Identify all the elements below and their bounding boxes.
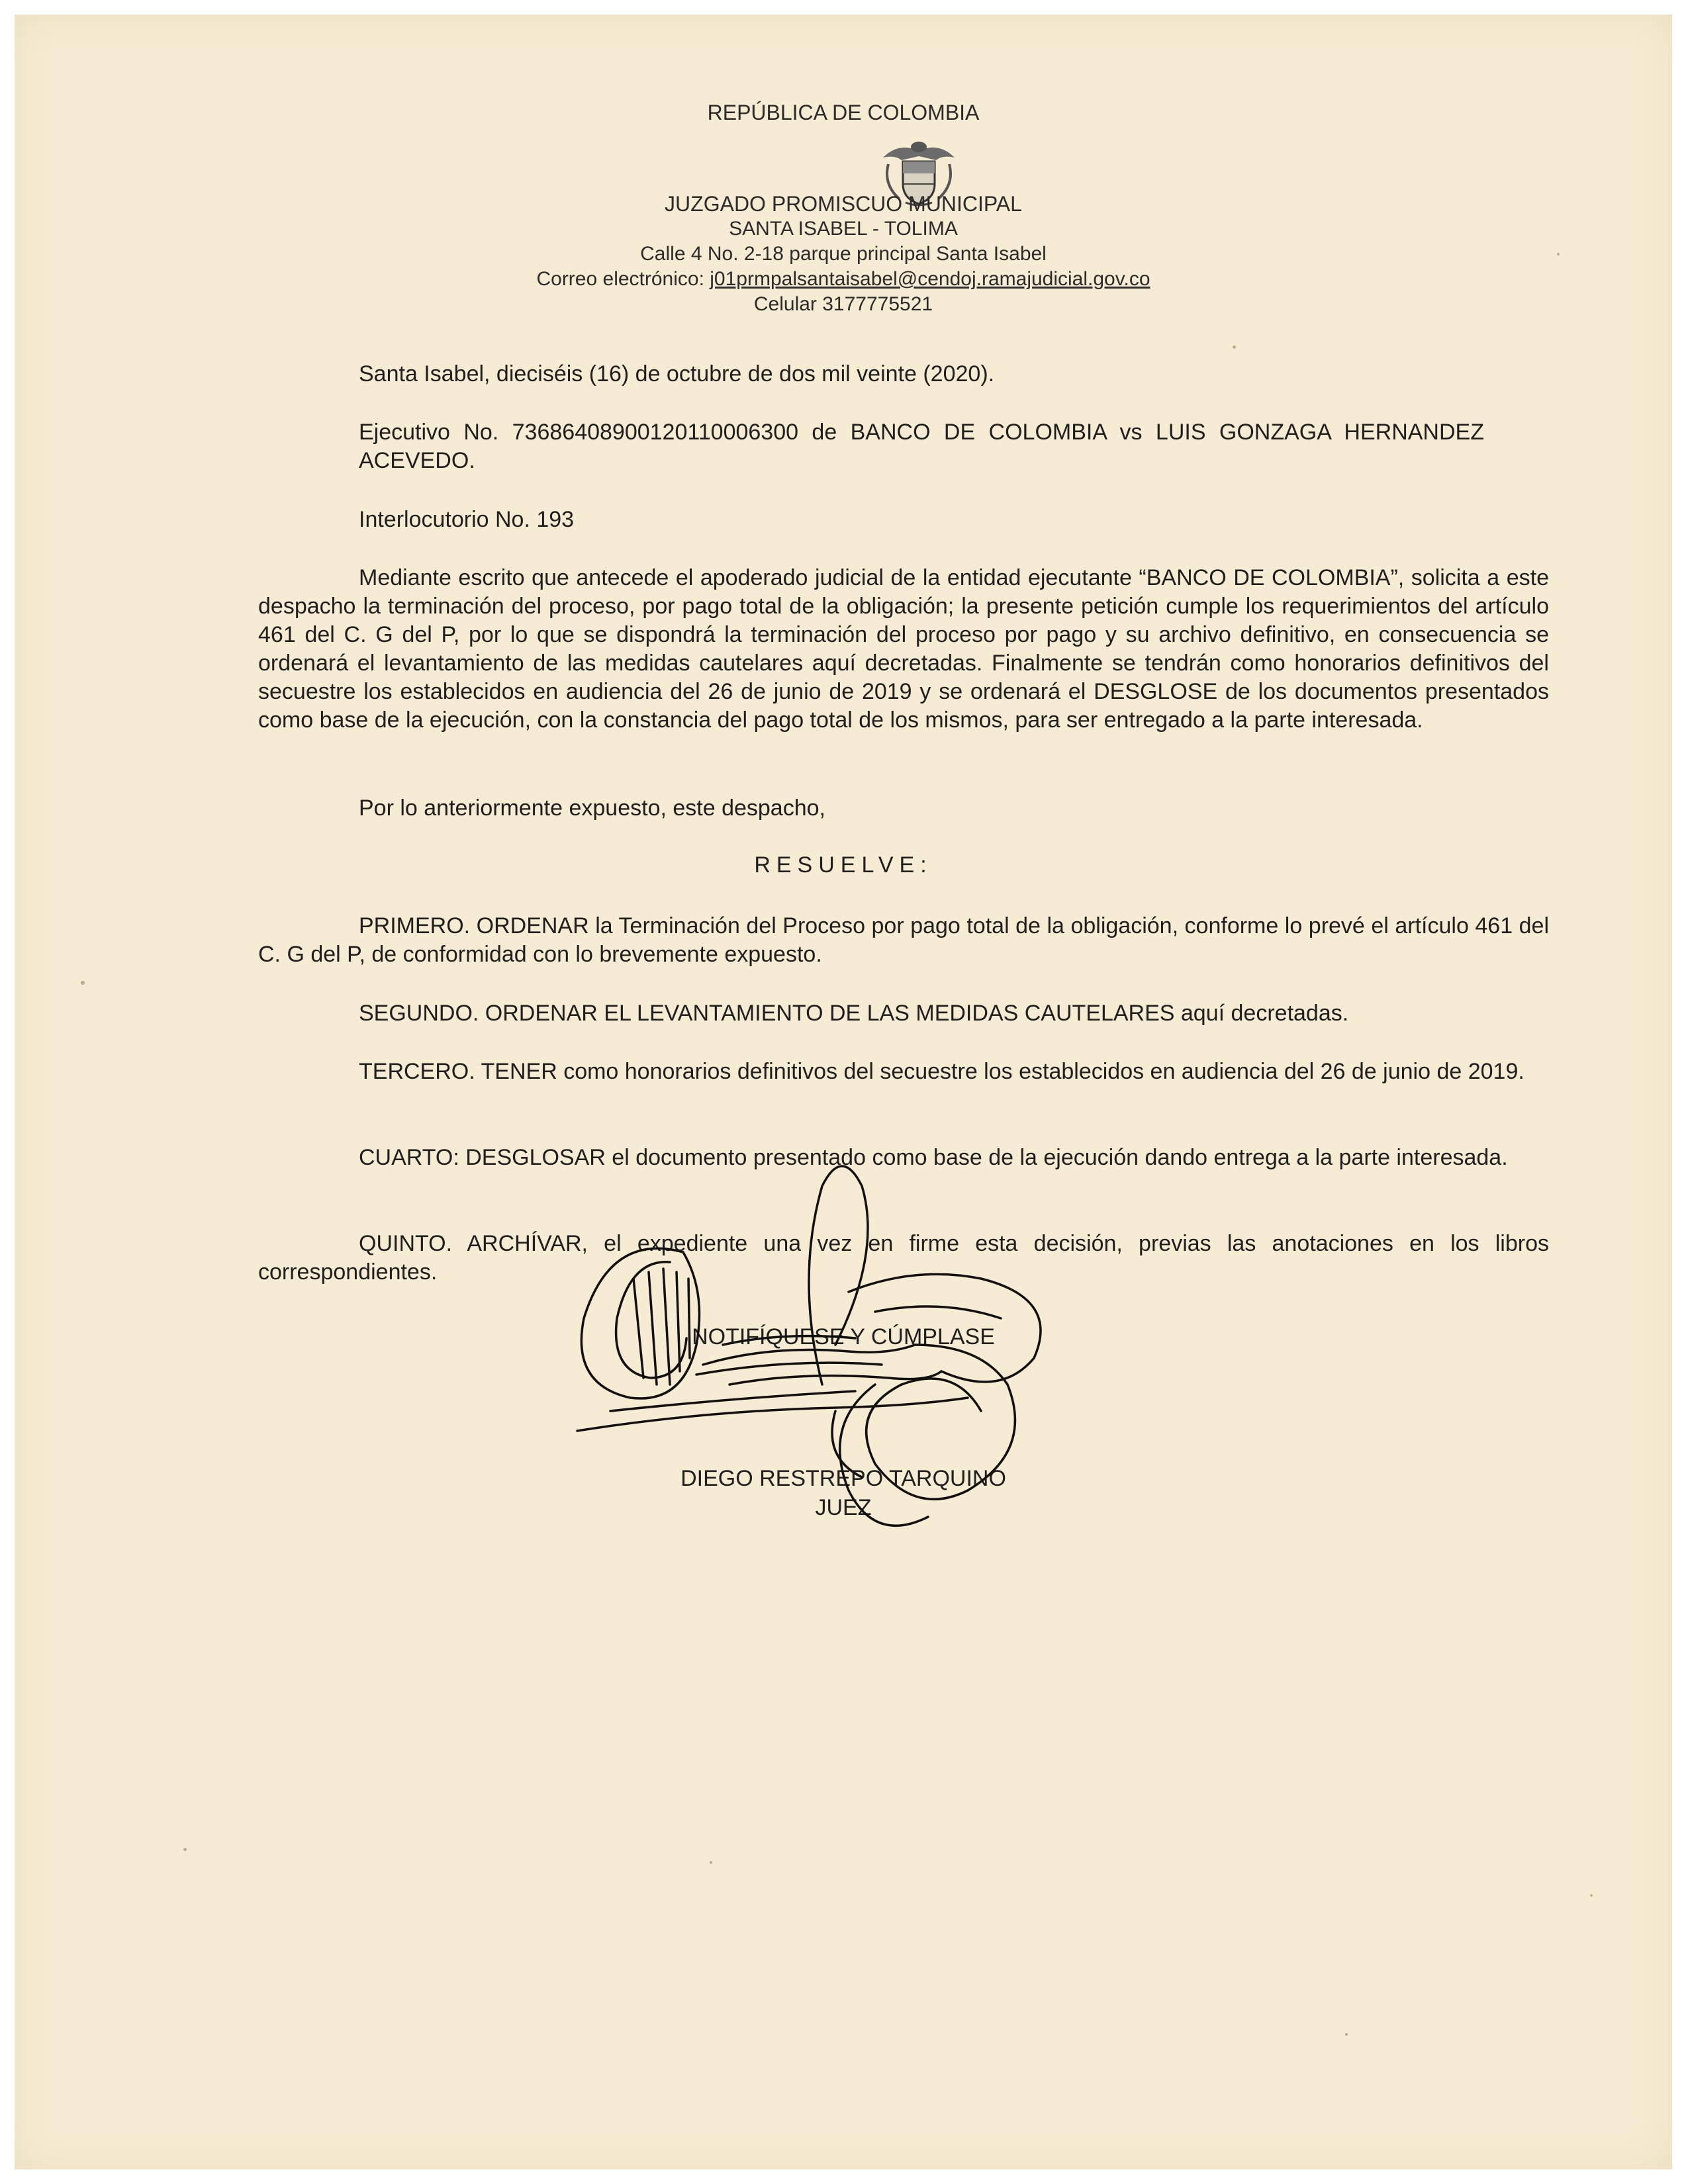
court-email-line [15,267,1672,291]
paper-speck [183,1848,187,1851]
judge-name: DIEGO RESTREPO TARQUINO [680,1466,1006,1491]
paper-speck [710,1861,712,1864]
court-phone: Celular 3177775521 [753,293,933,315]
paper-speck [1345,2033,1348,2036]
paper-speck [1590,1894,1593,1897]
paper-speck [1233,345,1236,349]
email-link[interactable]: j01prmpalsantaisabel@cendoj.ramajudicial.gov.co [710,268,1150,290]
document-page [15,15,1672,2169]
date-line: Santa Isabel, dieciséis (16) de octubre de dos mil veinte (2020). [359,361,995,387]
email-label: Correo electrónico: [536,268,710,290]
court-name: JUZGADO PROMISCUO MUNICIPAL [665,192,1022,216]
interlocutory-number: Interlocutorio No. 193 [359,507,575,532]
main-paragraph: Mediante escrito que antecede el apoderado judicial de la entidad ejecutante “BANCO DE COLOMBIA”, solicita a este despacho la terminación del proceso, por pago total de la obligación; la presente petición cumple los requerimientos del artículo 461 del C. G del P, por lo que se dispondrá la terminación del proceso por pago y su archivo definitivo, en consecuencia se ordenará el levantamiento de las medidas cautelares aquí decretadas. Finalmente se tendrán como honorarios definitivos del secuestre los establecidos en audiencia del 26 de junio de 2019 y se ordenará el DESGLOSE de los documentos presentados como base de la ejecución, con la constancia del pago total de los mismos, para ser entregado a la parte interesada. [258,565,1549,733]
court-address: Calle 4 No. 2-18 parque principal Santa Isabel [640,243,1047,265]
paper-speck [81,981,85,985]
expuesto-line: Por lo anteriormente expuesto, este despacho, [359,796,825,821]
country-heading: REPÚBLICA DE COLOMBIA [707,101,980,124]
case-line: Ejecutivo No. 73686408900120110006300 de BANCO DE COLOMBIA vs LUIS GONZAGA HERNANDEZ ACEVEDO. [359,420,1484,473]
resolution-tercero: TERCERO. TENER como honorarios definitivos del secuestre los establecidos en audiencia del 26 de junio de 2019. [359,1059,1524,1084]
resolution-cuarto: CUARTO: DESGLOSAR el documento presentado como base de la ejecución dando entrega a la parte interesada. [359,1145,1508,1170]
closing-formula: NOTIFÍQUESE Y CÚMPLASE [692,1324,995,1349]
judge-title: JUEZ [815,1495,872,1520]
resolution-segundo: SEGUNDO. ORDENAR EL LEVANTAMIENTO DE LAS MEDIDAS CAUTELARES aquí decretadas. [359,1001,1349,1026]
court-location: SANTA ISABEL - TOLIMA [729,218,958,240]
resolution-quinto: QUINTO. ARCHÍVAR, el expediente una vez en firme esta decisión, previas las anotaciones en los libros correspondientes. [258,1231,1549,1285]
resolution-primero: PRIMERO. ORDENAR la Terminación del Proceso por pago total de la obligación, conforme lo prevé el artículo 461 del C. G del P, de conformidad con lo brevemente expuesto. [258,913,1549,967]
resuelve-heading: RESUELVE: [754,852,933,878]
